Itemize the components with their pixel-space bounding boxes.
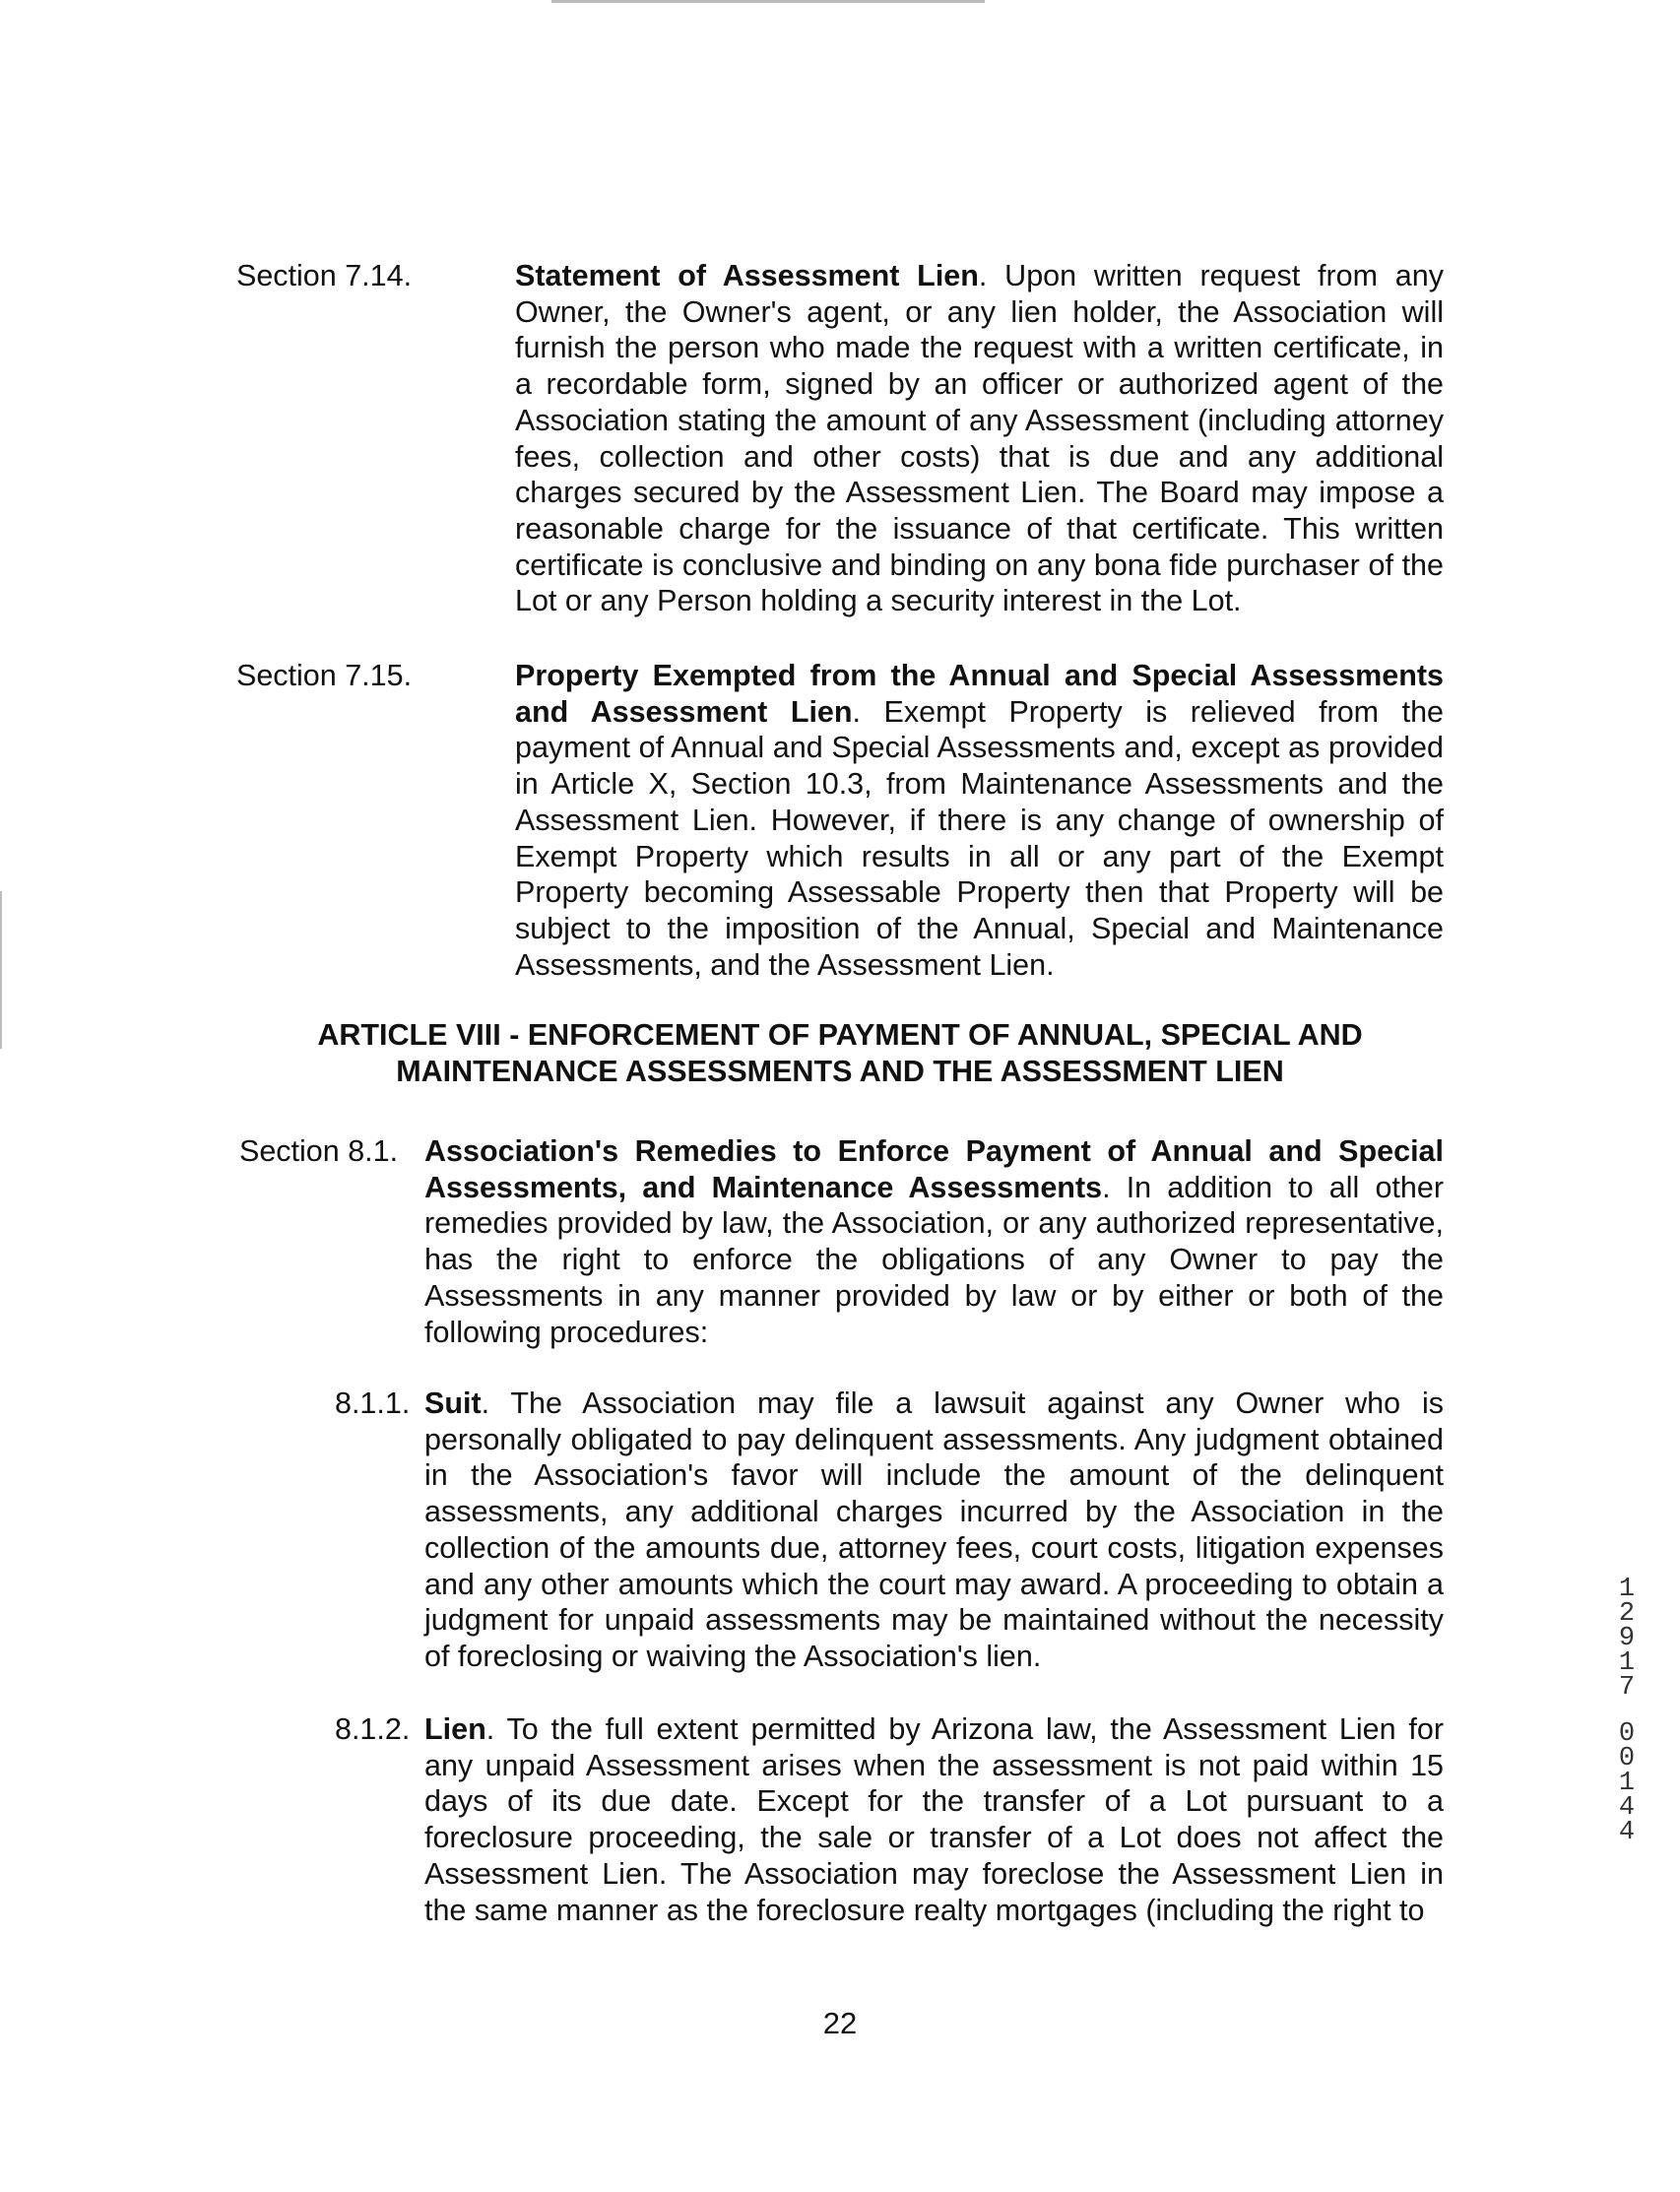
subsection-8-1-2 xyxy=(424,1711,1444,1928)
bates-stamp xyxy=(1612,1575,1642,1847)
section-title: Property Exempted from the Annual and Special Assessments and Assessment Lien xyxy=(515,659,1444,729)
subsection-8-1-1 xyxy=(424,1386,1444,1675)
subsection-title: Suit xyxy=(424,1386,482,1420)
section-7-14 xyxy=(515,258,1444,619)
bates-digit: 4 xyxy=(1618,1793,1636,1823)
section-title: Statement of Assessment Lien xyxy=(515,259,979,292)
subsection-number: 8.1.1. xyxy=(335,1386,411,1420)
subsection-text: Suit. The Association may file a lawsuit against any Owner who is personally obligated to pay delinquent assessments. Any judgment obtained in the Association's favor will include the amount of the delinquent assessments, any additional charges incurred by the Association in the collection of the amounts due, attorney fees, court costs, litigation expenses and any other amounts which the court may award. A proceeding to obtain a judgment for unpaid assessments may be maintained without the necessity of foreclosing or waiving the Association's lien. xyxy=(424,1386,1444,1673)
section-text: Association's Remedies to Enforce Payment of Annual and Special Assessments, and Maintenance Assessments. In addition to all other remedies provided by law, the Association, or any authorized representative, has the right to enforce the obligations of any Owner to pay the Assessments in any manner provided by law or by either or both of the following procedures: xyxy=(424,1134,1444,1349)
scan-edge-mark xyxy=(551,0,985,3)
article-heading xyxy=(236,1017,1444,1089)
section-body: Exempt Property is relieved from the payment of Annual and Special Assessments and, except as provided in Article X, Section 10.3, from Maintenance Assessments and the Assessment Lien. However, if there is any change of ownership of Exempt Property which results in all or any part of the Exempt Property becoming Assessable Property then that Property will be subject to the imposition of the Annual, Special and Maintenance Assessments, and the Assessment Lien. xyxy=(515,694,1444,982)
section-body: Upon written request from any Owner, the Owner's agent, or any lien holder, the Association will furnish the person who made the request with a written certificate, in a recordable form, signed by an officer or authorized agent of the Association stating the amount of any Assessment (including attorney fees, collection and other costs) that is due and any additional charges secured by the Assessment Lien. The Board may impose a reasonable charge for the issuance of that certificate. This written certificate is conclusive and binding on any bona fide purchaser of the Lot or any Person holding a security interest in the Lot. xyxy=(515,259,1444,618)
subsection-body: The Association may file a lawsuit against any Owner who is personally obligated to pay delinquent assessments. Any judgment obtained in the Association's favor will include the amount of the delinquent assessments, any additional charges incurred by the Association in the collection of the amounts due, attorney fees, court costs, litigation expenses and any other amounts which the court may award. A proceeding to obtain a judgment for unpaid assessments may be maintained without the necessity of foreclosing or waiving the Association's lien. xyxy=(424,1386,1444,1673)
section-7-15 xyxy=(515,658,1444,983)
bates-digit: 1 xyxy=(1618,1648,1636,1678)
bates-digit: 2 xyxy=(1618,1599,1636,1629)
subsection-title: Lien xyxy=(424,1712,486,1746)
bates-digit: 4 xyxy=(1618,1818,1636,1847)
scan-edge-mark xyxy=(0,891,2,1049)
subsection-text: Lien. To the full extent permitted by Arizona law, the Assessment Lien for any unpaid Assessment arises when the assessment is not paid within 15 days of its due date. Except for the transfer of a Lot pursuant to a foreclosure proceeding, the sale or transfer of a Lot does not affect the Assessment Lien. The Association may foreclose the Assessment Lien in the same manner as the foreclosure realty mortgages (including the right to xyxy=(424,1712,1444,1927)
bates-digit: 0 xyxy=(1618,1744,1636,1773)
section-text: Statement of Assessment Lien. Upon written request from any Owner, the Owner's agent, or any lien holder, the Association will furnish the person who made the request with a written certificate, in a recordable form, signed by an officer or authorized agent of the Association stating the amount of any Assessment (including attorney fees, collection and other costs) that is due and any additional charges secured by the Assessment Lien. The Board may impose a reasonable charge for the issuance of that certificate. This written certificate is conclusive and binding on any bona fide purchaser of the Lot or any Person holding a security interest in the Lot. xyxy=(515,259,1444,618)
section-title: Association's Remedies to Enforce Payment of Annual and Special Assessments, and Maintenance Assessments xyxy=(424,1134,1444,1204)
subsection-body: To the full extent permitted by Arizona law, the Assessment Lien for any unpaid Assessment arises when the assessment is not paid within 15 days of its due date. Except for the transfer of a Lot pursuant to a foreclosure proceeding, the sale or transfer of a Lot does not affect the Assessment Lien. The Association may foreclose the Assessment Lien in the same manner as the foreclosure realty mortgages (including the right to xyxy=(424,1712,1444,1927)
section-number: Section 7.14. xyxy=(236,259,413,292)
bates-digit: 9 xyxy=(1618,1624,1636,1653)
section-text: Property Exempted from the Annual and Special Assessments and Assessment Lien. Exempt Property is relieved from the payment of Annual and Special Assessments and, except as provided in Article X, Section 10.3, from Maintenance Assessments and the Assessment Lien. However, if there is any change of ownership of Exempt Property which results in all or any part of the Exempt Property becoming Assessable Property then that Property will be subject to the imposition of the Annual, Special and Maintenance Assessments, and the Assessment Lien. xyxy=(515,659,1444,982)
article-heading-line: ARTICLE VIII - ENFORCEMENT OF PAYMENT OF ANNUAL, SPECIAL AND xyxy=(317,1018,1363,1052)
bates-digit: 1 xyxy=(1618,1575,1636,1604)
subsection-number: 8.1.2. xyxy=(335,1712,411,1746)
article-heading-line: MAINTENANCE ASSESSMENTS AND THE ASSESSMENT LIEN xyxy=(396,1054,1284,1088)
section-body: In addition to all other remedies provided by law, the Association, or any authorized representative, has the right to enforce the obligations of any Owner to pay the Assessments in any manner provided by law or by either or both of the following procedures: xyxy=(424,1170,1444,1349)
section-number: Section 8.1. xyxy=(239,1134,399,1168)
section-8-1 xyxy=(424,1133,1444,1350)
bates-digit: 0 xyxy=(1618,1719,1636,1749)
page-number: 22 xyxy=(822,2006,858,2040)
section-number: Section 7.15. xyxy=(236,659,413,692)
bates-digit: 1 xyxy=(1618,1769,1636,1798)
bates-digit: 7 xyxy=(1618,1673,1636,1703)
